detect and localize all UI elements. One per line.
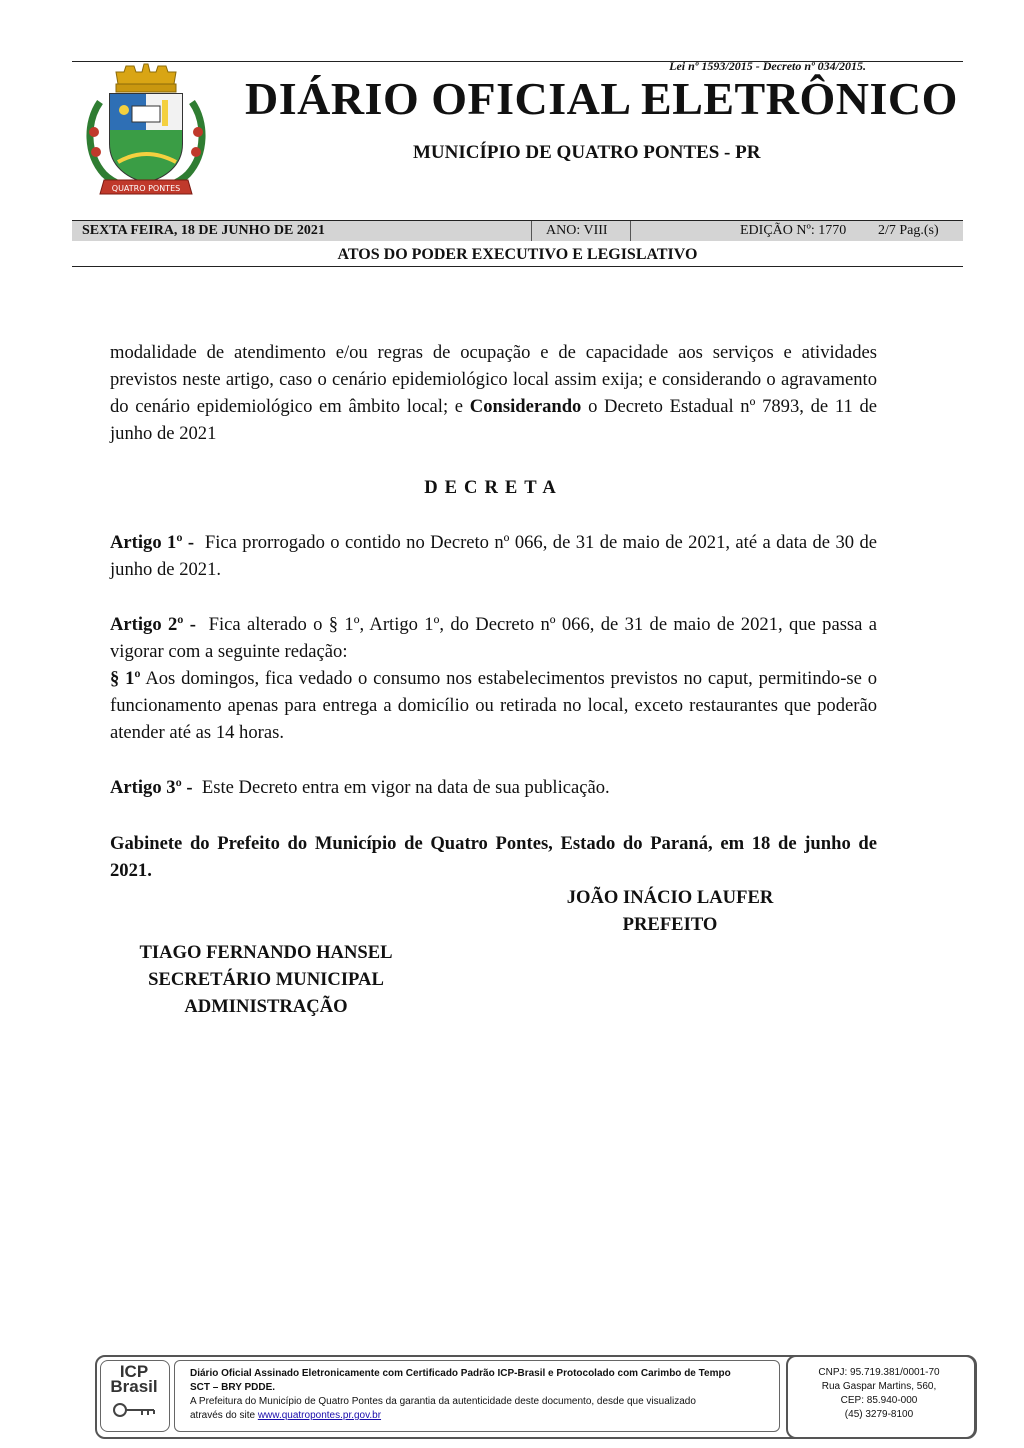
- closing-statement: Gabinete do Prefeito do Município de Quatro Pontes, Estado do Paraná, em 18 de junho de 2021.: [110, 833, 877, 881]
- contact-info: [786, 1366, 972, 1422]
- info-separator: [630, 221, 631, 241]
- intro-paragraph: modalidade de atendimento e/ou regras de ocupação e de capacidade aos serviços e atividades previstos neste artigo, caso o cenário epidemiológico local assim exija; e considerando o agravamento do cenário epidemiológico em âmbito local; e Considerando o Decreto Estadual nº 7893, de 11 de junho de 2021: [110, 342, 877, 444]
- address: Rua Gaspar Martins, 560,: [821, 1381, 937, 1392]
- info-separator: [531, 221, 532, 241]
- svg-text:QUATRO PONTES: QUATRO PONTES: [111, 184, 181, 193]
- decreta-heading: DECRETA: [424, 477, 563, 498]
- secretary-signature: [110, 939, 422, 1020]
- certification-text: Diário Oficial Assinado Eletronicamente com Certificado Padrão ICP-Brasil e Protocolado com Carimbo de Tempo SCT – BRY PDDE. A Prefeitura do Município de Quatro Pontes da garantia da autenticidade deste documento, desde que visualizado através do site www.quatropontes.pr.gov.br: [190, 1368, 731, 1421]
- secretary-department: ADMINISTRAÇÃO: [184, 996, 348, 1017]
- section-title: ATOS DO PODER EXECUTIVO E LEGISLATIVO: [337, 246, 698, 263]
- mayor-name: JOÃO INÁCIO LAUFER: [566, 887, 774, 908]
- section-rule: [72, 266, 963, 267]
- paragraph-1-text: Aos domingos, fica vedado o consumo nos estabelecimentos previstos no caput, permitindo-se o funcionamento apenas para entrega a domicílio ou retirada no local, exceto restaurantes que poderão atender até as 14 horas.: [110, 668, 877, 743]
- edition-number: EDIÇÃO Nº: 1770: [740, 223, 847, 238]
- page-count: 2/7 Pag.(s): [878, 223, 939, 238]
- issue-date: SEXTA FEIRA, 18 DE JUNHO DE 2021: [82, 223, 325, 238]
- paragraph-1-label: § 1º: [110, 668, 141, 689]
- phone: (45) 3279-8100: [844, 1409, 914, 1420]
- coat-of-arms-icon: [80, 62, 212, 198]
- info-bar: [72, 220, 963, 241]
- mayor-signature: [520, 884, 820, 938]
- municipality-name: MUNICÍPIO DE QUATRO PONTES - PR: [413, 142, 761, 163]
- icp-brasil-text: ICP Brasil: [110, 1362, 158, 1396]
- issue-year: ANO: VIII: [546, 223, 608, 238]
- article-2: Artigo 2º - Fica alterado o § 1º, Artigo 1º, do Decreto nº 066, de 31 de maio de 2021, que passa a vigorar com a seguinte redação: § 1º Aos domingos, fica vedado o consumo nos estabelecimentos previstos no caput, permitindo-se o funcionamento apenas para entrega a domicílio ou retirada no local, exceto restaurantes que poderão atender até as 14 horas.: [110, 614, 878, 743]
- secretary-name: TIAGO FERNANDO HANSEL: [139, 942, 393, 963]
- article-3: Artigo 3º - Este Decreto entra em vigor na data de sua publicação.: [110, 777, 610, 798]
- cep: CEP: 85.940-000: [840, 1395, 918, 1406]
- key-icon: [112, 1401, 158, 1419]
- law-reference: Lei nº 1593/2015 - Decreto nº 034/2015.: [669, 59, 866, 73]
- mayor-title: PREFEITO: [622, 914, 718, 935]
- secretary-title: SECRETÁRIO MUNICIPAL: [148, 969, 384, 990]
- article-1: Artigo 1º - Fica prorrogado o contido no Decreto nº 066, de 31 de maio de 2021, até a data de 30 de junho de 2021.: [110, 532, 877, 580]
- cnpj: CNPJ: 95.719.381/0001-70: [818, 1367, 940, 1378]
- publication-title: DIÁRIO OFICIAL ELETRÔNICO: [245, 73, 958, 124]
- site-link[interactable]: www.quatropontes.pr.gov.br: [257, 1410, 382, 1421]
